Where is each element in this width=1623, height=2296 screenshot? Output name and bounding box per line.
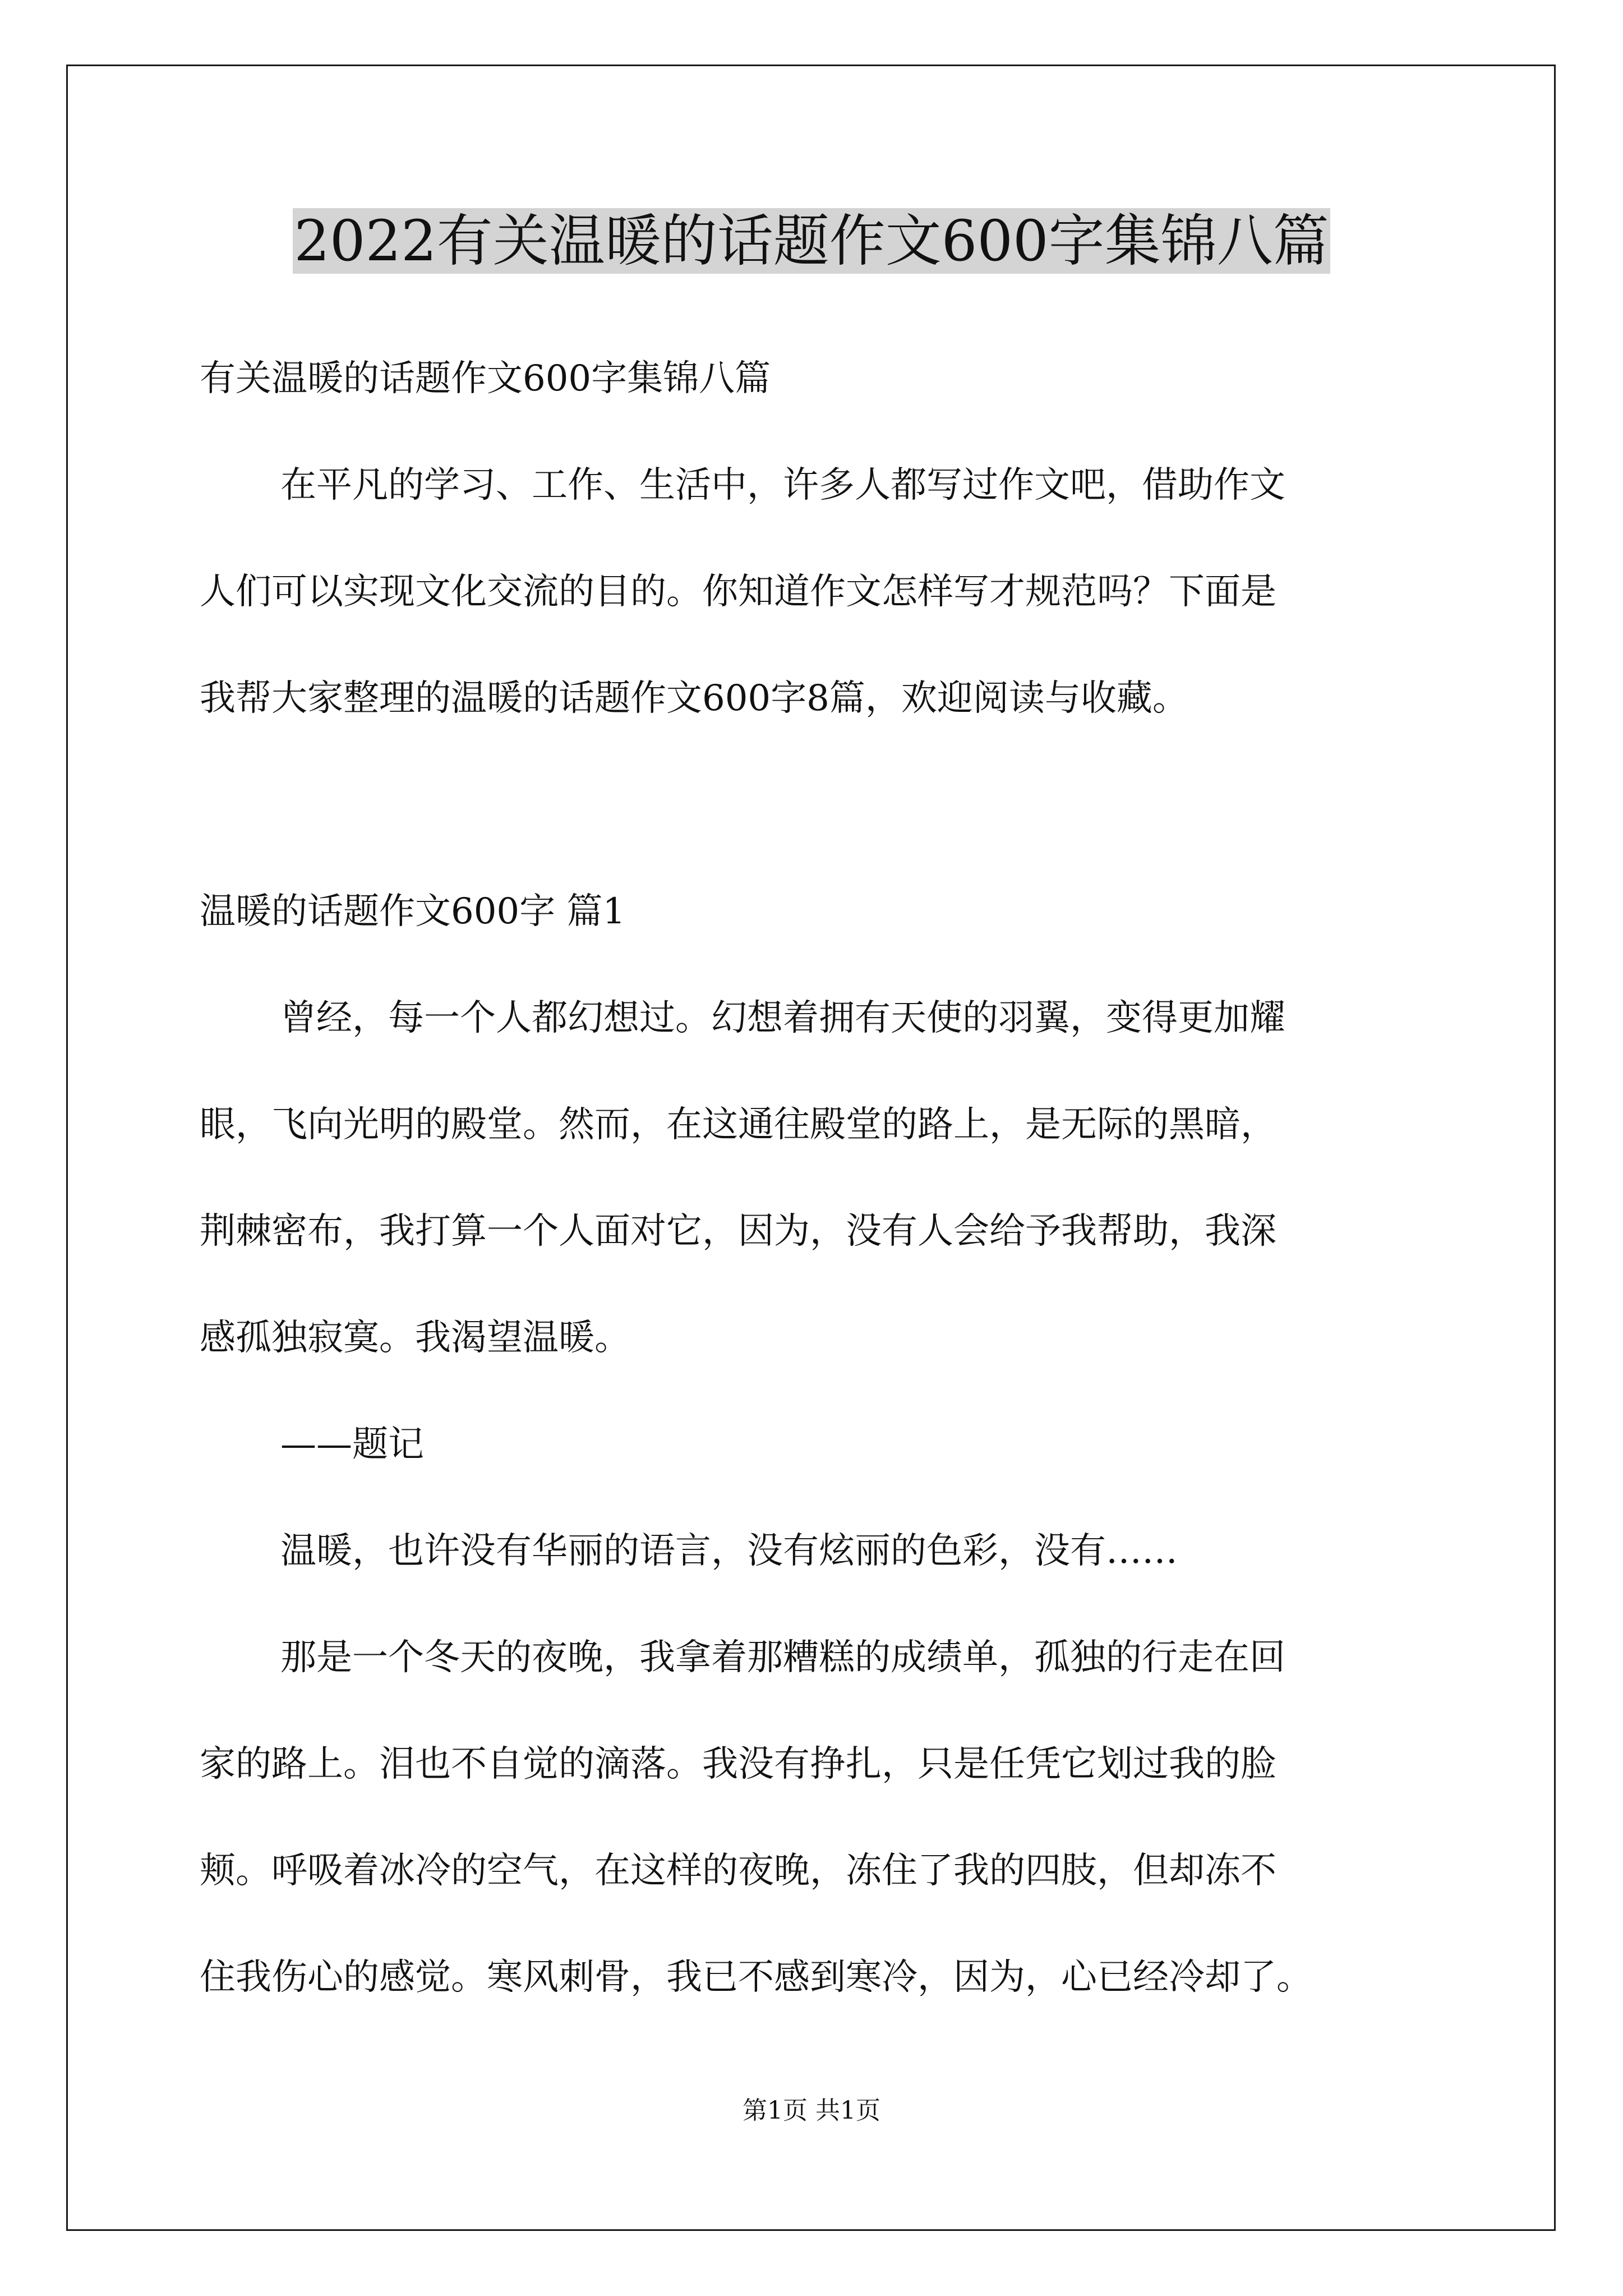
para1-line-3: 荆棘密布，我打算一个人面对它，因为，没有人会给予我帮助，我深 [200,1211,1276,1252]
para1-line-4: 感孤独寂寞。我渴望温暖。 [200,1317,630,1359]
para2-line-1: 温暖，也许没有华丽的语言，没有炫丽的色彩，没有…… [280,1530,1178,1572]
document-subtitle: 有关温暖的话题作文600字集锦八篇 [200,358,771,399]
para3-line-2: 家的路上。泪也不自觉的滴落。我没有挣扎，只是任凭它划过我的脸 [200,1743,1276,1785]
document-title-text: 2022有关温暖的话题作文600字集锦八篇 [294,208,1329,274]
para3-line-1: 那是一个冬天的夜晚，我拿着那糟糕的成绩单，孤独的行走在回 [280,1637,1285,1678]
intro-line-3: 我帮大家整理的温暖的话题作文600字8篇，欢迎阅读与收藏。 [200,678,1188,719]
para1-line-1: 曾经，每一个人都幻想过。幻想着拥有天使的羽翼，变得更加耀 [280,997,1285,1039]
document-title [0,205,1623,278]
para3-line-3: 颊。呼吸着冰冷的空气，在这样的夜晚，冻住了我的四肢，但却冻不 [200,1850,1276,1892]
section-heading: 温暖的话题作文600字 篇1 [200,891,626,932]
page-footer: 第1页 共1页 [743,2096,880,2125]
intro-line-1: 在平凡的学习、工作、生活中，许多人都写过作文吧，借助作文 [280,464,1285,506]
para3-line-4: 住我伤心的感觉。寒风刺骨，我已不感到寒冷，因为，心已经冷却了。 [200,1957,1312,1998]
para1-line-2: 眼，飞向光明的殿堂。然而，在这通往殿堂的路上，是无际的黑暗， [200,1104,1276,1145]
intro-line-2: 人们可以实现文化交流的目的。你知道作文怎样写才规范吗？下面是 [200,571,1276,613]
epigraph: ——题记 [280,1424,424,1465]
